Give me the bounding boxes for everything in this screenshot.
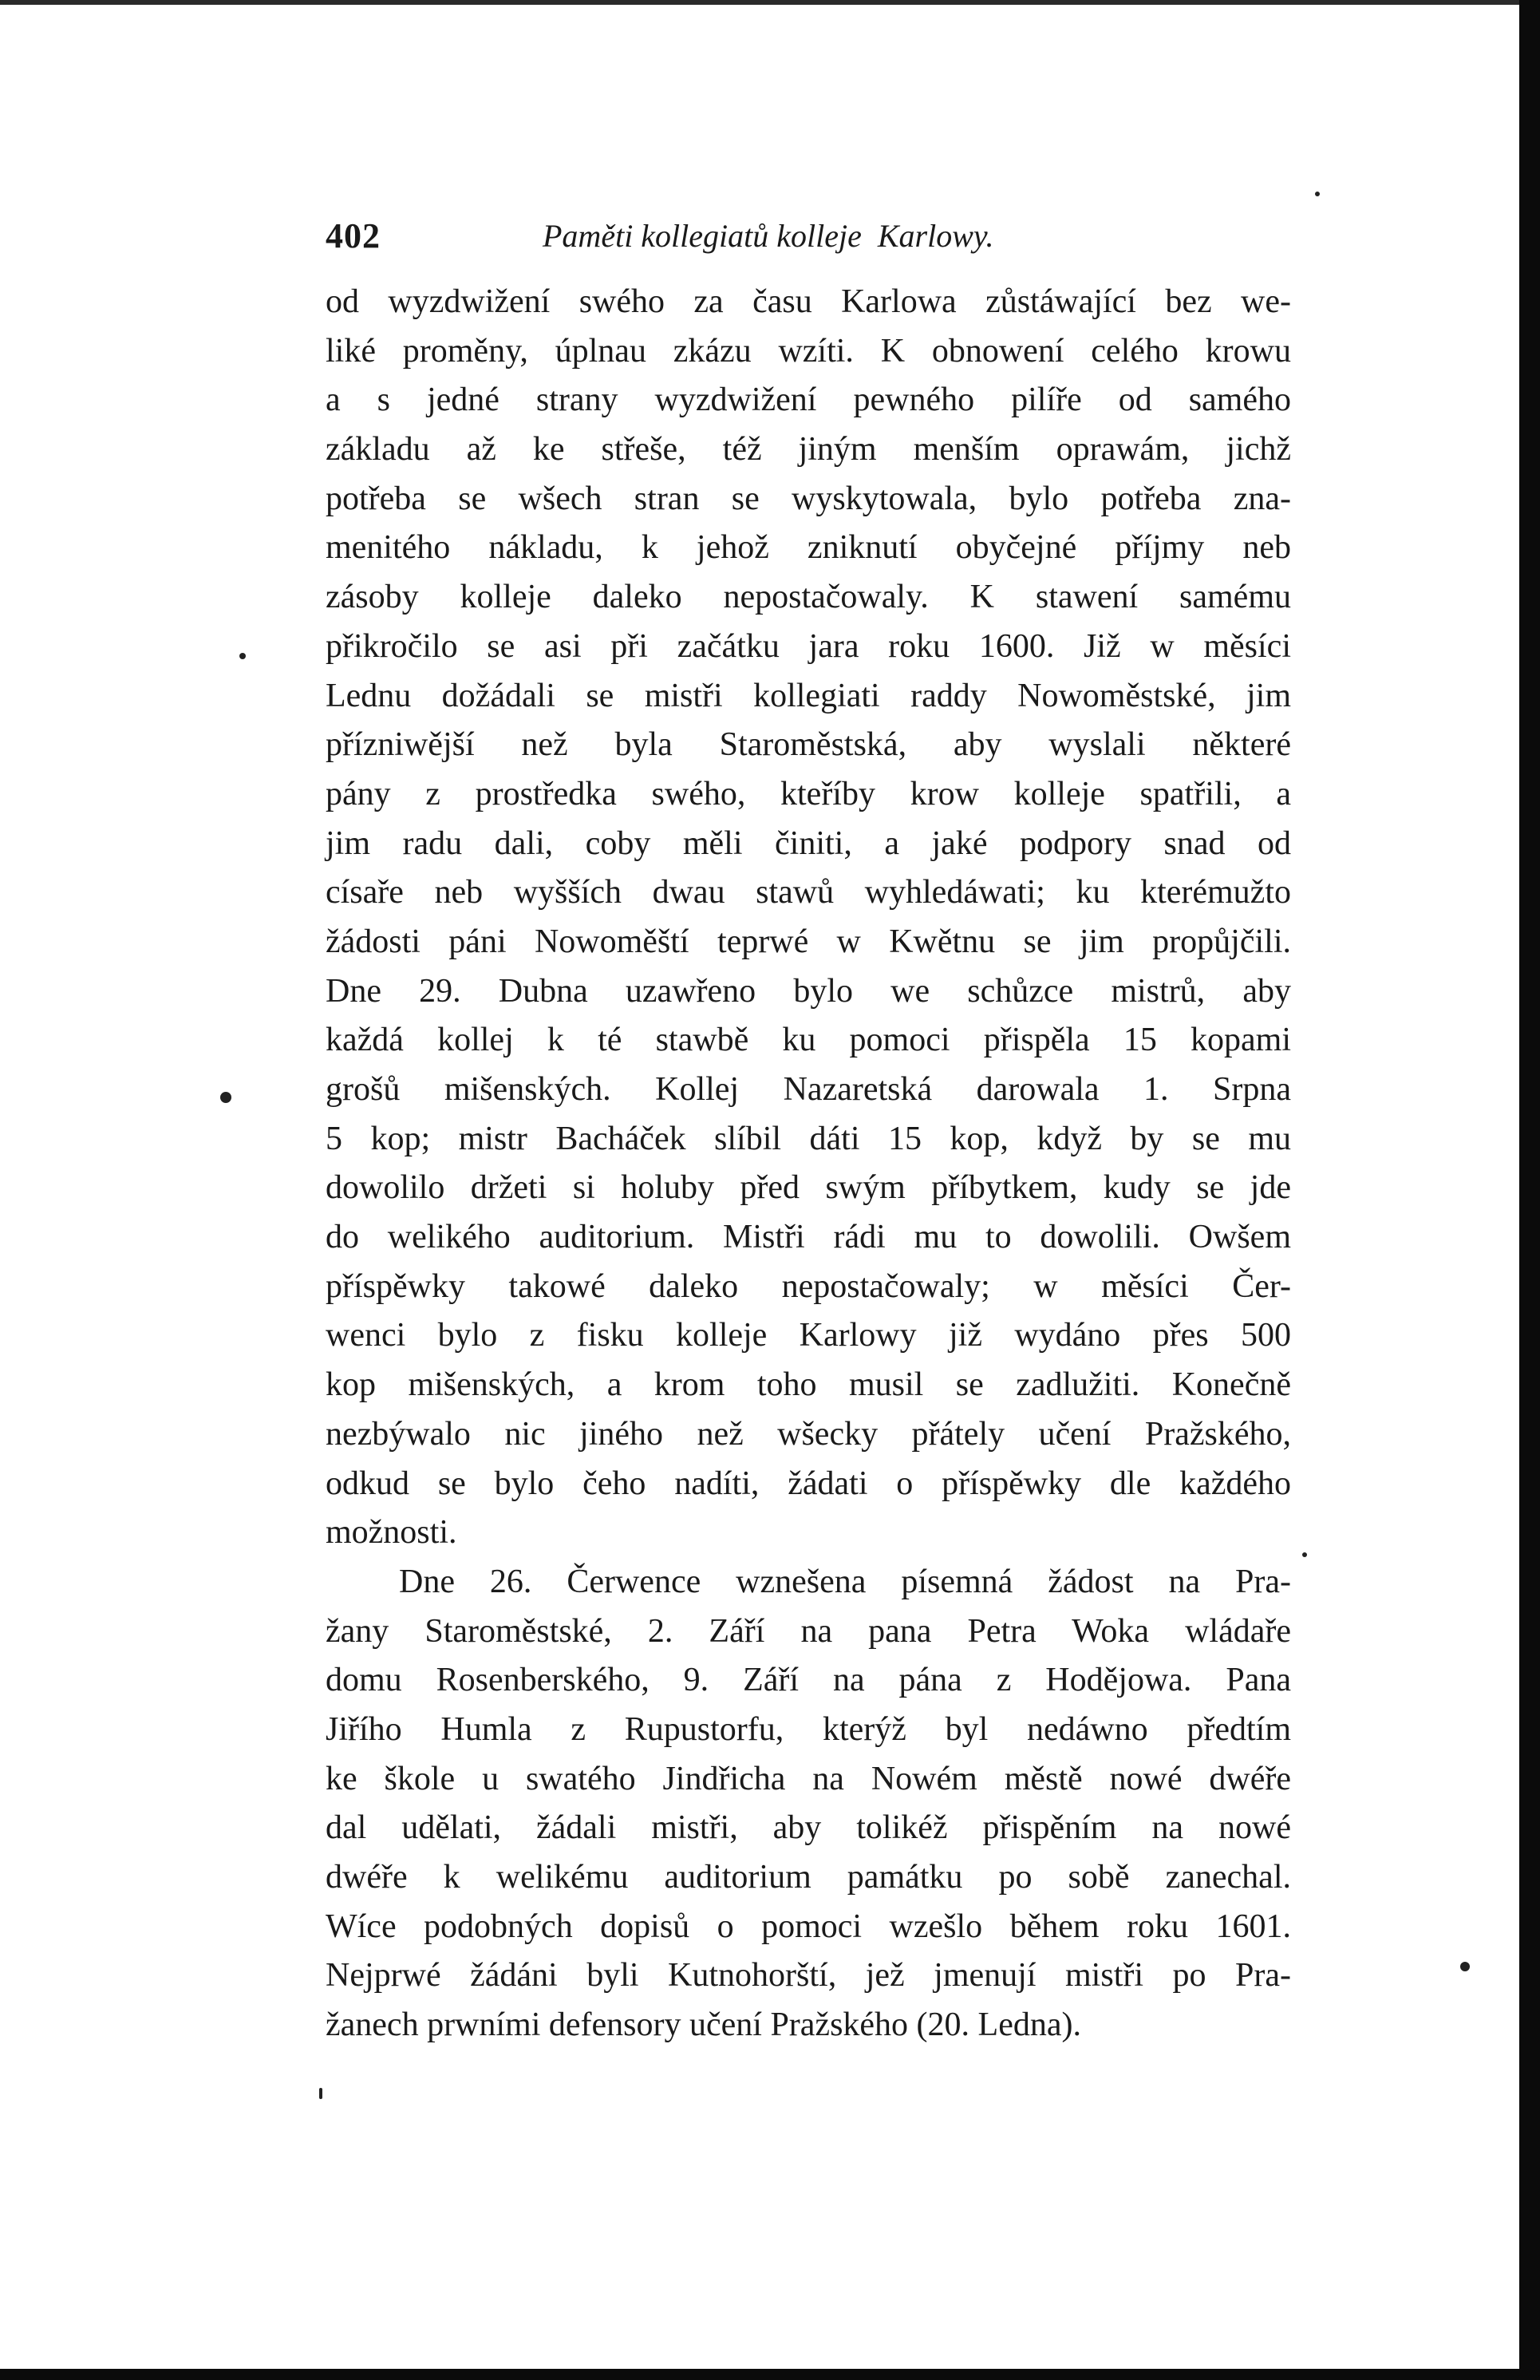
scan-edge-bottom (0, 2369, 1540, 2380)
ink-speck (1315, 192, 1320, 196)
paragraph (326, 1558, 1291, 2050)
text-line: dowolilo držeti si holuby před swým příbytkem, kudy se jde (326, 1169, 1291, 1207)
text-line: domu Rosenberského, 9. Září na pána z Hodějowa. Pana (326, 1662, 1291, 1699)
text-line: dwéře k welikému auditorium památku po sobě zanechal. (326, 1859, 1291, 1896)
text-line: přízniwější než byla Staroměstská, aby wyslali některé (326, 726, 1291, 764)
text-line: císaře neb wyšších dwau stawů wyhledáwati; ku kterémužto (326, 874, 1291, 911)
text-line: liké proměny, úplnau zkázu wzíti. K obnowení celého krowu (326, 332, 1291, 370)
text-line: wenci bylo z fisku kolleje Karlowy již wydáno přes 500 (326, 1317, 1291, 1354)
text-line: grošů mišenských. Kollej Nazaretská darowala 1. Srpna (326, 1071, 1291, 1108)
paragraph (326, 278, 1291, 1558)
text-line: dal udělati, žádali mistři, aby tolikéž přispěním na nowé (326, 1809, 1291, 1847)
page-number: 402 (326, 216, 381, 255)
text-line: žanech prwními defensory učení Pražského (20. Ledna). (326, 2006, 1081, 2044)
text-line: potřeba se wšech stran se wyskytowala, bylo potřeba zna- (326, 480, 1291, 517)
ink-speck (220, 1092, 231, 1103)
text-line: žany Staroměstské, 2. Září na pana Petra Woka wládaře (326, 1612, 1291, 1650)
text-line: nezbýwalo nic jiného než wšecky přátely učení Pražského, (326, 1415, 1291, 1453)
text-line: pány z prostředka swého, kteříby krow kolleje spatřili, a (326, 775, 1291, 812)
text-line: možnosti. (326, 1514, 457, 1552)
body-text (326, 278, 1291, 2050)
text-line: Nejprwé žádáni byli Kutnohorští, jež jmenují mistři po Pra- (326, 1957, 1291, 1995)
scan-edge-right (1519, 0, 1540, 2380)
text-line: Dne 29. Dubna uzawřeno bylo we schůzce mistrů, aby (326, 972, 1291, 1010)
text-line: do welikého auditorium. Mistři rádi mu to dowolili. Owšem (326, 1219, 1291, 1256)
text-line: Dne 26. Čerwence wznešena písemná žádost na Pra- (399, 1563, 1291, 1600)
scan-edge-top (0, 0, 1540, 5)
text-line: a s jedné strany wyzdwižení pewného pilíře od samého (326, 382, 1291, 419)
text-line: kop mišenských, a krom toho musil se zadlužiti. Konečně (326, 1366, 1291, 1404)
running-title: Paměti kollegiatů kolleje Karlowy. (543, 218, 994, 254)
text-line: žádosti páni Nowoměští teprwé w Kwětnu se jim propůjčili. (326, 923, 1291, 960)
text-line: každá kollej k té stawbě ku pomoci přispěla 15 kopami (326, 1022, 1291, 1059)
text-line: jim radu dali, coby měli činiti, a jaké podpory snad od (326, 824, 1291, 862)
text-line: základu až ke střeše, též jiným menším oprawám, jichž (326, 431, 1291, 468)
text-line: ke škole u swatého Jindřicha na Nowém městě nowé dwéře (326, 1760, 1291, 1797)
text-line: Lednu dožádali se mistři kollegiati raddy Nowoměstské, jim (326, 677, 1291, 714)
text-line: přikročilo se asi při začátku jara roku 1600. Již w měsíci (326, 627, 1291, 665)
ink-speck (239, 653, 246, 659)
page-header (326, 215, 1283, 263)
text-line: zásoby kolleje daleko nepostačowaly. K stawení samému (326, 579, 1291, 616)
text-line: od wyzdwižení swého za času Karlowa zůstáwající bez we- (326, 283, 1291, 320)
text-line: Wíce podobných dopisů o pomoci wzešlo během roku 1601. (326, 1908, 1291, 1945)
text-line: odkud se bylo čeho nadíti, žádati o příspěwky dle každého (326, 1465, 1291, 1502)
ink-speck (319, 2088, 322, 2099)
ink-speck (1302, 1552, 1307, 1557)
text-line: 5 kop; mistr Bacháček slíbil dáti 15 kop, když by se mu (326, 1120, 1291, 1157)
ink-speck (1460, 1962, 1470, 1971)
text-line: Jiřího Humla z Rupustorfu, kterýž byl nedáwno předtím (326, 1710, 1291, 1748)
text-line: příspěwky takowé daleko nepostačowaly; w měsíci Čer- (326, 1267, 1291, 1305)
text-line: menitého nákladu, k jehož zniknutí obyčejné příjmy neb (326, 529, 1291, 567)
